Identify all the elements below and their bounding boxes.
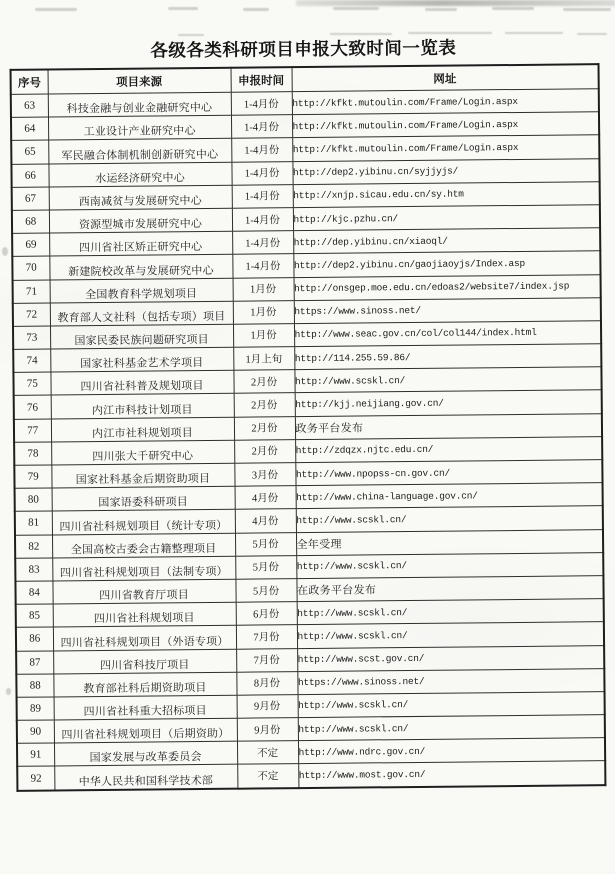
apply-time: 1-4月份 <box>232 254 293 278</box>
row-index: 76 <box>14 395 51 419</box>
project-source: 水运经济研究中心 <box>48 162 231 187</box>
apply-time: 2月份 <box>234 416 295 440</box>
project-source: 国家社科基金艺术学项目 <box>50 347 233 372</box>
project-source: 工业设计产业研究中心 <box>48 115 231 140</box>
website-url: http://kfkt.mutoulin.com/Frame/Login.aspx <box>292 135 599 161</box>
project-source: 四川省社科普及规划项目 <box>50 370 233 395</box>
row-index: 86 <box>16 627 53 651</box>
column-header-url: 网址 <box>292 64 599 91</box>
website-url: http://kfkt.mutoulin.com/Frame/Login.aspx <box>292 89 599 115</box>
website-url: http://www.scst.gov.cn/ <box>297 645 604 671</box>
apply-time: 2月份 <box>234 439 295 463</box>
apply-time: 5月份 <box>235 532 296 556</box>
project-source: 四川省社科规划项目（外语专项） <box>53 626 236 651</box>
row-index: 68 <box>12 210 49 234</box>
website-url: http://kfkt.mutoulin.com/Frame/Login.aspx <box>292 112 599 138</box>
row-index: 81 <box>15 511 52 535</box>
project-source: 四川张大千研究中心 <box>51 440 234 465</box>
row-index: 79 <box>14 465 51 489</box>
apply-time: 2月份 <box>233 370 294 394</box>
project-source: 内江市科技计划项目 <box>51 394 234 419</box>
website-url: http://kjj.neijiang.gov.cn/ <box>295 390 602 416</box>
row-index: 70 <box>12 256 49 280</box>
project-source: 西南减贫与发展研究中心 <box>49 185 232 210</box>
website-url: 政务平台发布 <box>295 413 602 439</box>
apply-time: 1月份 <box>233 277 294 301</box>
row-index: 65 <box>11 140 48 164</box>
row-index: 88 <box>16 674 53 698</box>
page-title: 各级各类科研项目申报大致时间一览表 <box>150 37 457 61</box>
row-index: 78 <box>14 442 51 466</box>
website-url: 全年受理 <box>296 529 603 555</box>
website-url: http://kjc.pzhu.cn/ <box>293 205 600 231</box>
apply-time: 1-4月份 <box>232 208 293 232</box>
row-index: 75 <box>13 372 50 396</box>
row-index: 74 <box>13 349 50 373</box>
website-url: http://www.scskl.cn/ <box>296 552 603 578</box>
website-url: http://www.scskl.cn/ <box>297 622 604 648</box>
table-row <box>17 761 605 790</box>
row-index: 91 <box>17 743 54 767</box>
apply-time: 5月份 <box>235 555 296 579</box>
project-source: 全国高校古委会古籍整理项目 <box>52 533 235 558</box>
project-source: 国家发展与改革委员会 <box>54 741 237 766</box>
project-source: 国家社科基金后期资助项目 <box>51 463 234 488</box>
row-index: 69 <box>12 233 49 257</box>
column-header-time: 申报时间 <box>231 67 292 92</box>
project-source: 资源型城市发展研究中心 <box>49 208 232 233</box>
website-url: http://onsgep.moe.edu.cn/edoas2/website7/index.jsp <box>294 274 601 300</box>
apply-time: 1月份 <box>233 324 294 348</box>
apply-time: 8月份 <box>236 671 297 695</box>
website-url: http://www.most.gov.cn/ <box>298 761 605 788</box>
apply-time: 1-4月份 <box>231 92 292 116</box>
website-url: http://www.seac.gov.cn/col/col144/index.html <box>294 321 601 347</box>
row-index: 89 <box>17 697 54 721</box>
row-index: 66 <box>11 164 48 188</box>
row-index: 67 <box>12 187 49 211</box>
website-url: http://www.scskl.cn/ <box>297 599 604 625</box>
apply-time: 6月份 <box>236 602 297 626</box>
apply-time: 1-4月份 <box>232 231 293 255</box>
website-url: http://www.scskl.cn/ <box>298 715 605 741</box>
apply-time: 1-4月份 <box>232 184 293 208</box>
project-source: 教育部人文社科（包括专项）项目 <box>50 301 233 326</box>
website-url: http://www.scskl.cn/ <box>294 367 601 393</box>
website-url: http://dep2.yibinu.cn/syjjyjs/ <box>292 158 599 184</box>
row-index: 82 <box>15 535 52 559</box>
row-index: 80 <box>15 488 52 512</box>
project-source: 全国教育科学规划项目 <box>50 278 233 303</box>
project-source: 教育部社科后期资助项目 <box>53 672 236 697</box>
project-source: 国家语委科研项目 <box>52 486 235 511</box>
row-index: 73 <box>13 326 50 350</box>
column-header-index: 序号 <box>11 69 48 94</box>
row-index: 64 <box>11 117 48 141</box>
project-source: 四川省教育厅项目 <box>52 579 235 604</box>
website-url: http://www.npopss-cn.gov.cn/ <box>295 460 602 486</box>
apply-time: 4月份 <box>235 509 296 533</box>
row-index: 71 <box>13 279 50 303</box>
row-index: 87 <box>16 650 53 674</box>
apply-time: 4月份 <box>235 486 296 510</box>
apply-time: 1-4月份 <box>231 138 292 162</box>
row-index: 84 <box>15 581 52 605</box>
project-source: 中华人民共和国科学技术部 <box>54 765 237 790</box>
row-index: 90 <box>17 720 54 744</box>
project-source: 军民融合体制机制创新研究中心 <box>48 139 231 164</box>
website-url: https://www.sinoss.net/ <box>294 297 601 323</box>
website-url: http://dep2.yibinu.cn/gaojiaoyjs/Index.asp <box>293 251 600 277</box>
column-header-source: 项目来源 <box>48 68 231 94</box>
apply-time: 9月份 <box>237 718 298 742</box>
row-index: 72 <box>13 303 50 327</box>
project-source: 四川省社区矫正研究中心 <box>49 231 232 256</box>
website-url: 在政务平台发布 <box>296 576 603 602</box>
project-source: 科技金融与创业金融研究中心 <box>48 92 231 117</box>
row-index: 92 <box>17 766 54 790</box>
website-url: http://zdqzx.njtc.edu.cn/ <box>295 436 602 462</box>
apply-time: 不定 <box>237 741 298 765</box>
apply-time: 1月份 <box>233 300 294 324</box>
projects-table <box>10 63 607 791</box>
project-source: 国家民委民族问题研究项目 <box>50 324 233 349</box>
apply-time: 1-4月份 <box>231 115 292 139</box>
project-source: 新建院校改革与发展研究中心 <box>49 255 232 280</box>
table-body <box>11 89 606 791</box>
apply-time: 1月上旬 <box>233 347 294 371</box>
apply-time: 不定 <box>237 764 298 788</box>
apply-time: 5月份 <box>235 579 296 603</box>
website-url: http://www.scskl.cn/ <box>296 506 603 532</box>
website-url: http://114.255.59.86/ <box>294 344 601 370</box>
project-source: 四川省社科规划项目（统计专项） <box>52 510 235 535</box>
project-source: 四川省社科重大招标项目 <box>54 695 237 720</box>
website-url: https://www.sinoss.net/ <box>297 668 604 694</box>
project-source: 四川省科技厅项目 <box>53 649 236 674</box>
apply-time: 2月份 <box>234 393 295 417</box>
apply-time: 1-4月份 <box>231 161 292 185</box>
project-source: 四川省社科规划项目 <box>53 602 236 627</box>
row-index: 63 <box>11 94 48 118</box>
row-index: 85 <box>16 604 53 628</box>
project-source: 四川省社科规划项目（后期资助） <box>54 718 237 743</box>
project-source: 四川省社科规划项目（法制专项） <box>52 556 235 581</box>
website-url: http://www.scskl.cn/ <box>298 692 605 718</box>
apply-time: 7月份 <box>236 625 297 649</box>
website-url: http://dep.yibinu.cn/xiaoql/ <box>293 228 600 254</box>
project-source: 内江市社科规划项目 <box>51 417 234 442</box>
apply-time: 3月份 <box>234 463 295 487</box>
website-url: http://xnjp.sicau.edu.cn/sy.htm <box>293 181 600 207</box>
apply-time: 9月份 <box>237 694 298 718</box>
website-url: http://www.china-language.gov.cn/ <box>296 483 603 509</box>
website-url: http://www.ndrc.gov.cn/ <box>298 738 605 764</box>
row-index: 77 <box>14 419 51 443</box>
row-index: 83 <box>15 558 52 582</box>
apply-time: 7月份 <box>236 648 297 672</box>
